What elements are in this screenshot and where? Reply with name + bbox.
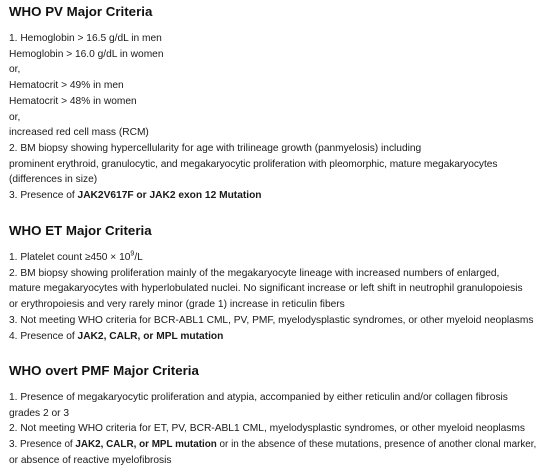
et-platelet-text: 1. Platelet count ≥450 × 10	[9, 252, 131, 263]
pv-criterion-line: or,	[9, 64, 21, 76]
et-criterion-4	[9, 329, 537, 345]
pv-criterion-line: 2. BM biopsy showing hypercellularity for age with trilineage growth (panmyelosis) including	[9, 142, 422, 154]
et-criterion-line: or erythropoiesis and very rarely minor (grade 1) increase in reticulin fibers	[9, 299, 345, 311]
pmf-criterion-line: or absence of reactive myelofibrosis	[9, 454, 172, 466]
pmf-section	[9, 363, 537, 469]
pv-criterion-3-text: 3. Presence of	[9, 190, 78, 202]
pv-criterion-line: or,	[9, 111, 21, 123]
et-exponent: 9	[130, 250, 135, 258]
et-unit: /L	[134, 252, 143, 263]
pv-criterion-line: Hematocrit > 48% in women	[9, 95, 137, 107]
pmf-criterion-3-text: 3. Presence of	[9, 439, 76, 451]
et-criterion-line: mature megakaryocytes with hyperlobulated nuclei. No significant increase or left shift in neutrophil granulopoiesis	[9, 283, 523, 295]
pmf-heading: WHO overt PMF Major Criteria	[9, 363, 199, 378]
pmf-criterion-line: grades 2 or 3	[9, 407, 70, 419]
pmf-criterion-3-suffix: or in the absence of these mutations, presence of another clonal marker,	[216, 439, 537, 451]
pv-criterion-line: Hematocrit > 49% in men	[9, 80, 124, 92]
et-section	[9, 223, 537, 344]
et-criterion-1	[9, 250, 537, 266]
et-heading: WHO ET Major Criteria	[9, 223, 152, 238]
pv-criterion-line: prominent erythroid, granulocytic, and megakaryocytic proliferation with pleomorphic, mature megakaryocytes	[9, 158, 498, 170]
et-criterion-line: 3. Not meeting WHO criteria for BCR-ABL1 CML, PV, PMF, myelodysplastic syndromes, or other myeloid neoplasms	[9, 314, 534, 326]
pv-criterion-line: Hemoglobin > 16.0 g/dL in women	[9, 48, 164, 60]
pmf-mutation-text: JAK2, CALR, or MPL mutation	[75, 439, 217, 451]
et-mutation-text: JAK2, CALR, or MPL mutation	[77, 330, 224, 342]
pmf-criterion-3	[9, 437, 537, 453]
pmf-criterion-line: 1. Presence of megakaryocytic proliferation and atypia, accompanied by either reticulin and/or collagen fibrosis	[9, 392, 508, 403]
pv-criterion-line: (differences in size)	[9, 174, 98, 186]
pmf-criterion-line: 2. Not meeting WHO criteria for ET, PV, BCR-ABL1 CML, myelodysplastic syndromes, or other myeloid neoplasms	[9, 423, 525, 435]
pv-criterion-3	[9, 188, 537, 204]
pv-section	[9, 4, 537, 204]
et-criterion-4-text: 4. Presence of	[9, 330, 78, 342]
pv-heading: WHO PV Major Criteria	[9, 4, 153, 19]
pv-mutation-text: JAK2V617F or JAK2 exon 12 Mutation	[77, 190, 262, 202]
et-criterion-line: 2. BM biopsy showing proliferation mainly of the megakaryocyte lineage with increased numbers of enlarged,	[9, 267, 500, 279]
pv-criterion-line: 1. Hemoglobin > 16.5 g/dL in men	[9, 33, 162, 44]
pv-criterion-line: increased red cell mass (RCM)	[9, 127, 149, 139]
